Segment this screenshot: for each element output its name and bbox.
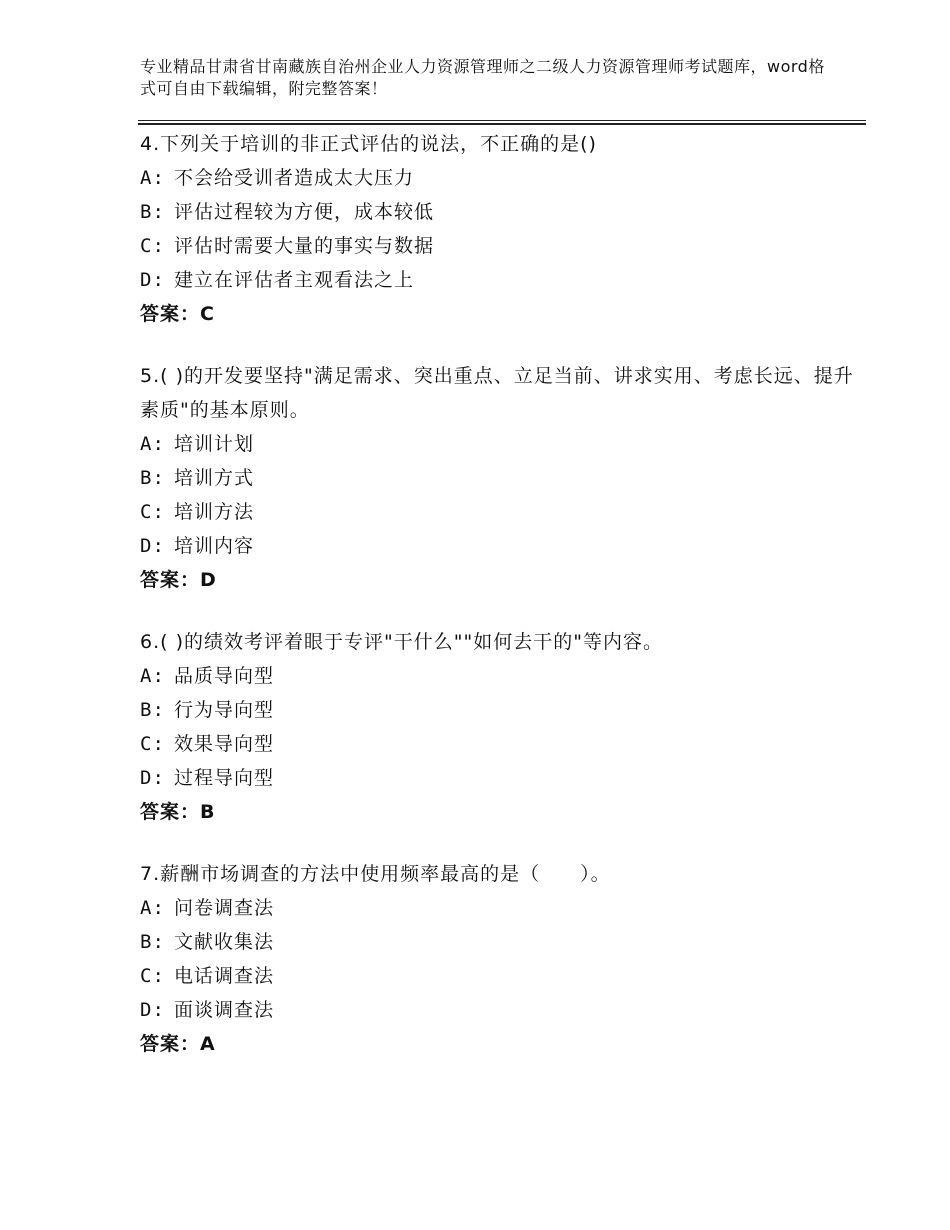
option-text: 过程导向型 [174,767,275,789]
option-text: 电话调查法 [174,965,275,987]
option-letter: B: [140,201,165,223]
answer-line: 答案：A [140,1033,216,1055]
option-d [140,263,860,297]
document-header: 专业精品甘肃省甘南藏族自治州企业人力资源管理师之二级人力资源管理师考试题库，word格式可自由下载编辑，附完整答案！ [140,57,825,98]
option-letter: C: [140,733,165,755]
option-letter: A: [140,665,165,687]
option-b [140,693,860,727]
option-letter: B: [140,467,165,489]
option-b [140,195,860,229]
header-divider [138,120,866,124]
option-letter: B: [140,699,165,721]
option-d [140,529,860,563]
option-text: 培训计划 [174,433,255,455]
option-letter: A: [140,433,165,455]
option-text: 品质导向型 [174,665,275,687]
question-7 [140,857,860,1061]
option-letter: D: [140,767,165,789]
option-text: 行为导向型 [174,699,275,721]
option-c [140,229,860,263]
option-text: 培训内容 [174,535,255,557]
option-text: 问卷调查法 [174,897,275,919]
option-b [140,925,860,959]
option-a [140,659,860,693]
question-stem: 6.( )的绩效考评着眼于专评"干什么""如何去干的"等内容。 [140,631,663,653]
question-5 [140,359,860,597]
option-text: 文献收集法 [174,931,275,953]
question-stem: 7.薪酬市场调查的方法中使用频率最高的是（ ）。 [140,863,611,885]
option-a [140,161,860,195]
question-stem: 5.( )的开发要坚持"满足需求、突出重点、立足当前、讲求实用、考虑长远、提升素质"的基本原则。 [140,365,854,421]
option-text: 评估过程较为方便，成本较低 [174,201,435,223]
option-letter: D: [140,269,165,291]
option-c [140,727,860,761]
option-letter: B: [140,931,165,953]
question-4 [140,127,860,331]
option-text: 面谈调查法 [174,999,275,1021]
answer-line: 答案：B [140,801,216,823]
option-letter: C: [140,965,165,987]
header-divider-thin [138,120,866,121]
question-list [140,127,860,1089]
option-b [140,461,860,495]
option-letter: C: [140,235,165,257]
option-text: 建立在评估者主观看法之上 [174,269,415,291]
option-a [140,891,860,925]
option-c [140,495,860,529]
answer-line: 答案：C [140,303,215,325]
option-letter: A: [140,167,165,189]
option-text: 培训方法 [174,501,255,523]
option-c [140,959,860,993]
option-text: 效果导向型 [174,733,275,755]
option-letter: C: [140,501,165,523]
option-letter: D: [140,999,165,1021]
header-divider-thick [138,123,866,125]
question-6 [140,625,860,829]
option-text: 评估时需要大量的事实与数据 [174,235,435,257]
option-letter: A: [140,897,165,919]
option-letter: D: [140,535,165,557]
option-text: 不会给受训者造成太大压力 [174,167,415,189]
answer-line: 答案：D [140,569,217,591]
option-d [140,993,860,1027]
option-a [140,427,860,461]
option-text: 培训方式 [174,467,255,489]
option-d [140,761,860,795]
question-stem: 4.下列关于培训的非正式评估的说法，不正确的是() [140,133,597,155]
